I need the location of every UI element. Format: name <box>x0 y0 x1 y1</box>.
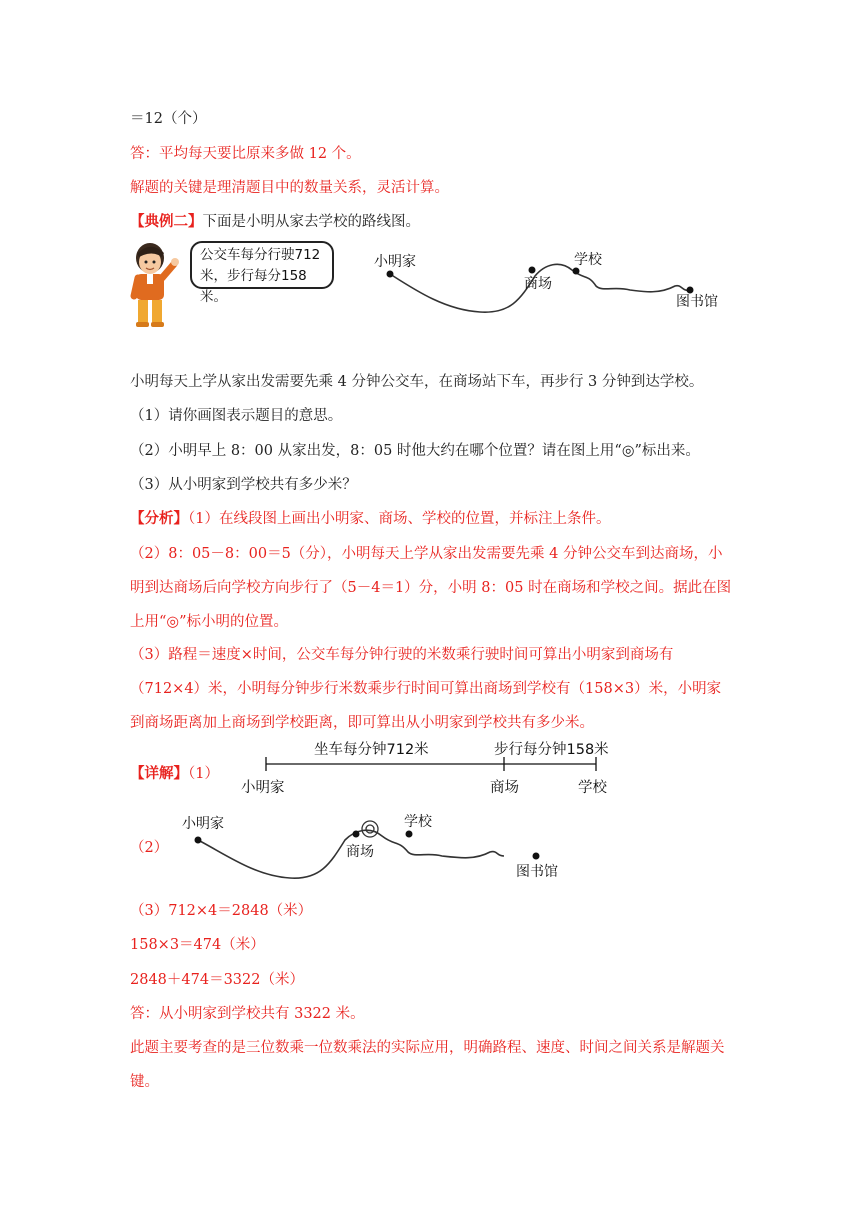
position-marker <box>362 821 378 837</box>
analysis-2: （2）8：05－8：00＝5（分），小明每天上学从家出发需要先乘 4 分钟公交车到达商场，小明到达商场后向学校方向步行了（5－4＝1）分，小明 8：05 时在商场和学校之间。据此在图上用“◎”标小明的位置。 <box>130 546 732 630</box>
example-label: 【典例二】 <box>130 213 203 230</box>
bubble-line-2: 米，步行每分158米。 <box>200 268 307 305</box>
analysis-3: （3）路程＝速度×时间，公交车每分钟行驶的米数乘行驶时间可算出小明家到商场有（712×4）米，小明每分钟步行米数乘步行时间可算出商场到学校有（158×3）米，小明家到商场距离加上商场到学校距离，即可算出从小明家到学校共有多少米。 <box>130 647 722 731</box>
segment-diagram <box>236 736 626 802</box>
answer-equation: ＝12（个） <box>130 111 207 127</box>
answer-mall-dot <box>353 831 360 838</box>
question-3: （3）从小明家到学校共有多少米？ <box>130 477 357 493</box>
bus-speed-label: 坐车每分钟712米 <box>314 742 429 758</box>
map-school-label: 学校 <box>574 252 602 268</box>
map-home-label: 小明家 <box>374 254 416 270</box>
speech-bubble <box>190 241 334 305</box>
detail-2-num: （2） <box>130 840 169 856</box>
final-answer: 答：从小明家到学校共有 3322 米。 <box>130 1006 365 1022</box>
detail-label: 【详解】 <box>130 765 188 782</box>
analysis-label: 【分析】 <box>130 510 188 527</box>
analysis-1 <box>130 502 732 536</box>
answer-school-dot <box>406 831 413 838</box>
problem-statement: 小明每天上学从家出发需要先乘 4 分钟公交车，在商场站下车，再步行 3 分钟到达学校。 <box>130 374 704 390</box>
answer-home-label: 小明家 <box>182 816 224 832</box>
map-library-label: 图书馆 <box>676 294 718 310</box>
segment-home-label: 小明家 <box>241 780 285 796</box>
segment-mall-label: 商场 <box>490 780 519 796</box>
home-dot <box>387 271 394 278</box>
boy-illustration <box>122 238 186 330</box>
detail-1-num: （1） <box>188 766 219 782</box>
library-dot <box>687 287 694 294</box>
answer-library-label: 图书馆 <box>516 864 558 880</box>
answer-mall-label: 商场 <box>346 844 374 860</box>
mall-dot <box>529 267 536 274</box>
example-text: 下面是小明从家去学校的路线图。 <box>202 214 420 230</box>
walk-speed-label: 步行每分钟158米 <box>494 742 609 758</box>
detail-4: 158×3＝474（米） <box>130 937 265 953</box>
map-mall-label: 商场 <box>524 276 552 292</box>
bubble-line-1: 公交车每分行驶712 <box>200 247 321 263</box>
analysis-1-text: （1）在线段图上画出小明家、商场、学校的位置，并标注上条件。 <box>188 511 611 527</box>
route-map <box>360 240 740 320</box>
summary-note: 此题主要考查的是三位数乘一位数乘法的实际应用，明确路程、速度、时间之间关系是解题关键。 <box>130 1040 725 1090</box>
question-2: （2）小明早上 8：00 从家出发，8：05 时他大约在哪个位置？请在图上用“◎”标出来。 <box>130 443 700 459</box>
answer-home-dot <box>195 837 202 844</box>
key-point: 解题的关键是理清题目中的数量关系，灵活计算。 <box>130 180 449 196</box>
detail-3: （3）712×4＝2848（米） <box>130 903 313 919</box>
answer-library-dot <box>533 853 540 860</box>
answer-school-label: 学校 <box>404 814 432 830</box>
detail-5: 2848＋474＝3322（米） <box>130 972 304 988</box>
segment-school-label: 学校 <box>578 780 607 796</box>
answer-sentence: 答：平均每天要比原来多做 12 个。 <box>130 146 361 162</box>
school-dot <box>573 268 580 275</box>
answer-route-map <box>170 808 570 890</box>
example-heading <box>130 205 732 239</box>
question-1: （1）请你画图表示题目的意思。 <box>130 408 343 424</box>
